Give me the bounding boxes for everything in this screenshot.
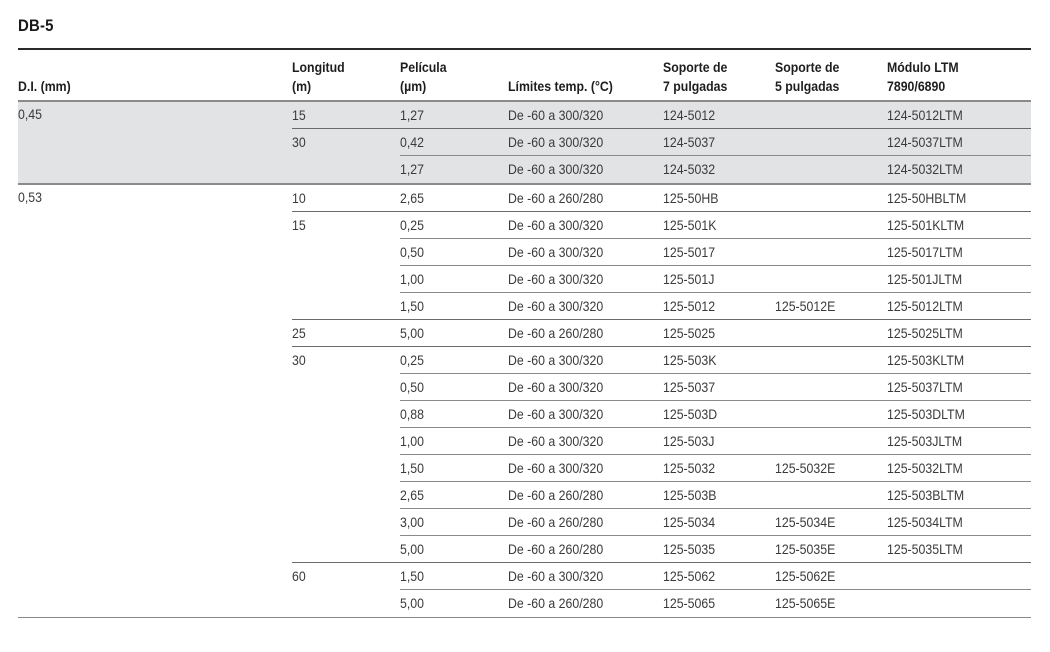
cell-film: 5,00 — [400, 541, 424, 557]
table-row — [18, 536, 1031, 563]
cell-temp: De -60 a 300/320 — [508, 217, 604, 233]
table-header — [18, 50, 1031, 102]
row-divider — [400, 535, 1031, 536]
cell-di: 0,45 — [18, 106, 42, 122]
cell-film: 5,00 — [400, 325, 424, 341]
cell-film: 1,50 — [400, 460, 424, 476]
table-row — [18, 185, 1031, 212]
cell-ltm: 124-5012LTM — [887, 107, 963, 123]
table-row — [18, 129, 1031, 156]
cell-length: 15 — [292, 217, 306, 233]
table-row — [18, 102, 1031, 129]
table-row — [18, 212, 1031, 239]
table-row — [18, 509, 1031, 536]
cell-ltm: 125-501JLTM — [887, 271, 963, 287]
row-divider — [292, 211, 1031, 212]
row-divider — [292, 128, 1031, 129]
cell-temp: De -60 a 300/320 — [508, 271, 604, 287]
cell-film: 2,65 — [400, 487, 424, 503]
cell-support-7: 125-5062 — [663, 568, 716, 584]
cell-ltm: 125-503BLTM — [887, 487, 965, 503]
header-support-7: Soporte de 7 pulgadas — [663, 59, 728, 94]
table-row — [18, 374, 1031, 401]
cell-support-7: 125-5012 — [663, 298, 716, 314]
product-table — [18, 48, 1031, 618]
cell-temp: De -60 a 260/280 — [508, 190, 604, 206]
cell-temp: De -60 a 300/320 — [508, 568, 604, 584]
cell-temp: De -60 a 260/280 — [508, 541, 604, 557]
cell-film: 1,50 — [400, 568, 424, 584]
cell-support-5: 125-5032E — [775, 460, 836, 476]
cell-support-7: 125-5025 — [663, 325, 716, 341]
header-ltm: Módulo LTM 7890/6890 — [887, 59, 959, 94]
table-row — [18, 156, 1031, 183]
cell-film: 3,00 — [400, 514, 424, 530]
cell-support-7: 125-5035 — [663, 541, 716, 557]
cell-ltm: 125-5032LTM — [887, 460, 963, 476]
table-row — [18, 590, 1031, 617]
row-divider — [292, 562, 1031, 563]
cell-film: 1,50 — [400, 298, 424, 314]
cell-support-7: 125-503K — [663, 352, 717, 368]
cell-ltm: 125-5034LTM — [887, 514, 963, 530]
cell-film: 0,42 — [400, 134, 424, 150]
cell-support-5: 125-5062E — [775, 568, 836, 584]
header-support-5: Soporte de 5 pulgadas — [775, 59, 840, 94]
row-divider — [400, 427, 1031, 428]
cell-ltm: 124-5037LTM — [887, 134, 963, 150]
cell-temp: De -60 a 300/320 — [508, 433, 604, 449]
table-row — [18, 347, 1031, 374]
row-divider — [400, 373, 1031, 374]
cell-temp: De -60 a 300/320 — [508, 298, 604, 314]
cell-ltm: 124-5032LTM — [887, 161, 963, 177]
table-row — [18, 563, 1031, 590]
header-film: Película (µm) — [400, 59, 447, 94]
cell-length: 60 — [292, 568, 306, 584]
cell-temp: De -60 a 300/320 — [508, 244, 604, 260]
cell-temp: De -60 a 300/320 — [508, 379, 604, 395]
cell-ltm: 125-503KLTM — [887, 352, 965, 368]
cell-ltm: 125-5037LTM — [887, 379, 963, 395]
cell-ltm: 125-501KLTM — [887, 217, 965, 233]
cell-length: 30 — [292, 134, 306, 150]
table-row — [18, 401, 1031, 428]
cell-support-7: 125-50HB — [663, 190, 719, 206]
cell-film: 0,50 — [400, 244, 424, 260]
cell-temp: De -60 a 260/280 — [508, 325, 604, 341]
cell-film: 0,25 — [400, 352, 424, 368]
table-row — [18, 239, 1031, 266]
row-divider — [400, 589, 1031, 590]
cell-support-7: 125-501K — [663, 217, 717, 233]
row-divider — [292, 319, 1031, 320]
cell-support-7: 125-5034 — [663, 514, 716, 530]
row-divider — [400, 155, 1031, 156]
cell-ltm: 125-503JLTM — [887, 433, 963, 449]
row-divider — [400, 508, 1031, 509]
cell-film: 0,25 — [400, 217, 424, 233]
table-row — [18, 482, 1031, 509]
cell-length: 15 — [292, 107, 306, 123]
table-title: DB-5 — [18, 16, 54, 35]
row-divider — [400, 265, 1031, 266]
cell-ltm: 125-5035LTM — [887, 541, 963, 557]
cell-length: 25 — [292, 325, 306, 341]
cell-film: 1,27 — [400, 107, 424, 123]
row-divider — [400, 238, 1031, 239]
header-length: Longitud (m) — [292, 59, 345, 94]
cell-ltm: 125-5017LTM — [887, 244, 963, 260]
cell-support-5: 125-5034E — [775, 514, 836, 530]
cell-support-7: 125-501J — [663, 271, 715, 287]
cell-temp: De -60 a 300/320 — [508, 460, 604, 476]
cell-temp: De -60 a 300/320 — [508, 161, 604, 177]
header-temp: Límites temp. (°C) — [508, 78, 613, 94]
cell-film: 1,27 — [400, 161, 424, 177]
cell-support-7: 124-5032 — [663, 161, 716, 177]
table-body — [18, 102, 1031, 617]
cell-film: 2,65 — [400, 190, 424, 206]
table-row — [18, 455, 1031, 482]
cell-film: 0,88 — [400, 406, 424, 422]
cell-film: 0,50 — [400, 379, 424, 395]
cell-temp: De -60 a 300/320 — [508, 134, 604, 150]
cell-support-7: 125-5037 — [663, 379, 716, 395]
header-di: D.I. (mm) — [18, 78, 71, 94]
cell-length: 10 — [292, 190, 306, 206]
row-group — [18, 183, 1031, 617]
cell-temp: De -60 a 300/320 — [508, 352, 604, 368]
table-bottom-rule — [18, 617, 1031, 618]
row-divider — [400, 454, 1031, 455]
cell-support-7: 124-5037 — [663, 134, 716, 150]
cell-support-7: 125-503D — [663, 406, 718, 422]
row-group — [18, 102, 1031, 183]
table-row — [18, 320, 1031, 347]
table-row — [18, 266, 1031, 293]
cell-support-7: 125-5065 — [663, 595, 716, 611]
cell-di: 0,53 — [18, 189, 42, 205]
cell-support-7: 125-5017 — [663, 244, 716, 260]
cell-support-7: 124-5012 — [663, 107, 716, 123]
table-row — [18, 293, 1031, 320]
cell-temp: De -60 a 300/320 — [508, 107, 604, 123]
row-divider — [292, 346, 1031, 347]
table-row — [18, 428, 1031, 455]
cell-support-7: 125-503J — [663, 433, 715, 449]
row-divider — [400, 292, 1031, 293]
cell-ltm: 125-503DLTM — [887, 406, 965, 422]
cell-support-5: 125-5012E — [775, 298, 836, 314]
cell-support-7: 125-503B — [663, 487, 717, 503]
cell-support-5: 125-5035E — [775, 541, 836, 557]
cell-temp: De -60 a 300/320 — [508, 406, 604, 422]
row-divider — [400, 481, 1031, 482]
cell-length: 30 — [292, 352, 306, 368]
cell-ltm: 125-5012LTM — [887, 298, 963, 314]
cell-film: 1,00 — [400, 271, 424, 287]
row-divider — [400, 400, 1031, 401]
cell-support-5: 125-5065E — [775, 595, 836, 611]
cell-ltm: 125-5025LTM — [887, 325, 963, 341]
cell-support-7: 125-5032 — [663, 460, 716, 476]
cell-film: 1,00 — [400, 433, 424, 449]
cell-temp: De -60 a 260/280 — [508, 595, 604, 611]
cell-temp: De -60 a 260/280 — [508, 487, 604, 503]
cell-ltm: 125-50HBLTM — [887, 190, 967, 206]
cell-temp: De -60 a 260/280 — [508, 514, 604, 530]
cell-film: 5,00 — [400, 595, 424, 611]
